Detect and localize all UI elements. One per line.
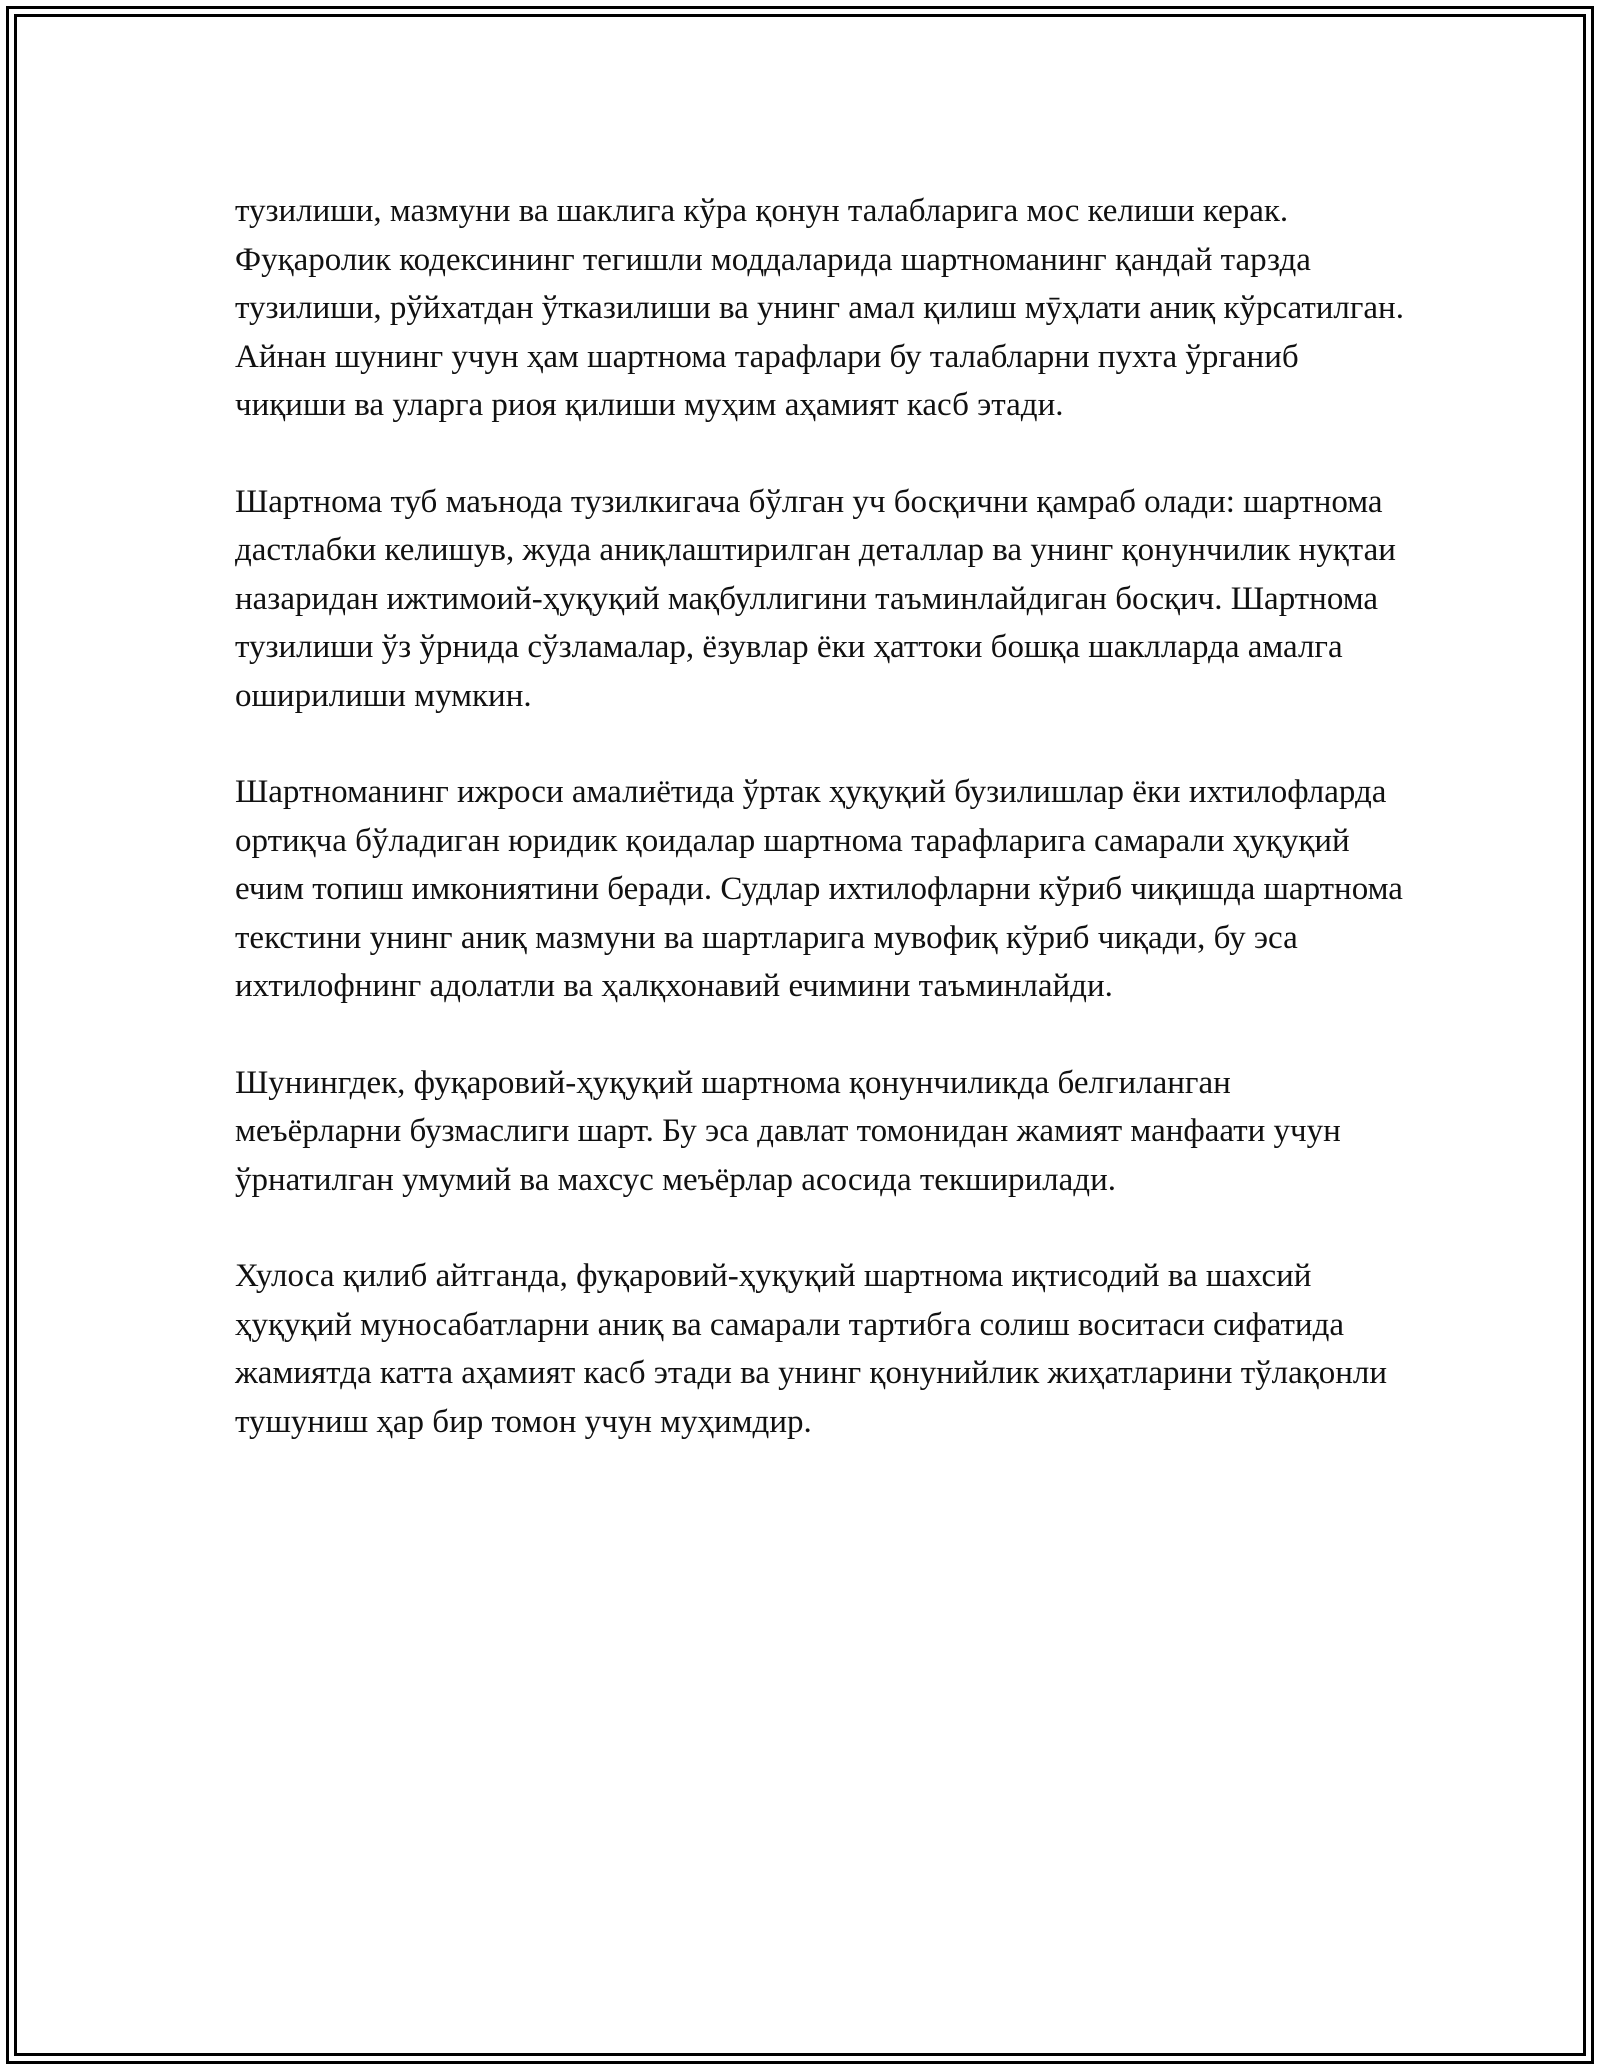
paragraph-4: Шунингдек, фуқаровий-ҳуқуқий шартнома қонунчиликда белгиланган меъёрларни бузмаслиги шарт. Бу эса давлат томонидан жамият манфаати учун ўрнатилган умумий ва махсус меъёрлар асосида текширилади. <box>235 1064 1341 1198</box>
paragraph-1: тузилиши, мазмуни ва шаклига кўра қонун талабларига мос келиши керак. Фуқаролик кодексининг тегишли моддаларида шартноманинг қандай тарзда тузилиши, рўйхатдан ўтказилиши ва унинг амал қилиш мӯҳлати аниқ кўрсатилган. Айнан шунинг учун ҳам шартнома тарафлари бу талабларни пухта ўрганиб чиқиши ва уларга риоя қилиши муҳим аҳамият касб этади. <box>235 193 1404 423</box>
paragraph-3: Шартноманинг ижроси амалиётида ўртак ҳуқуқий бузилишлар ёки ихтилофларда ортиқча бўладиган юридик қоидалар шартнома тарафларига самарали ҳуқуқий ечим топиш имкониятини беради. Судлар ихтилофларни кўриб чиқишда шартнома текстини унинг аниқ мазмуни ва шартларига мувофиқ кўриб чиқади, бу эса ихтилофнинг адолатли ва ҳалқхонавий ечимини таъминлайди. <box>235 774 1403 1004</box>
paragraph-5: Хулоса қилиб айтганда, фуқаровий-ҳуқуқий шартнома иқтисодий ва шахсий ҳуқуқий муносабатларни аниқ ва самарали тартибга солиш воситаси сифатида жамиятда катта аҳамият касб этади ва унинг қонунийлик жиҳатларини тўлақонли тушуниш ҳар бир томон учун муҳимдир. <box>235 1258 1388 1440</box>
paragraph-2: Шартнома туб маънода тузилкигача бўлган уч босқични қамраб олади: шартнома дастлабки келишув, жуда аниқлаштирилган деталлар ва унинг қонунчилик нуқтаи назаридан ижтимоий-ҳуқуқий мақбуллигини таъминлайдиган босқич. Шартнома тузилиши ўз ўрнида сўзламалар, ёзувлар ёки ҳаттоки бошқа шаклларда амалга оширилиши мумкин. <box>235 483 1396 714</box>
document-body <box>235 187 1405 1446</box>
